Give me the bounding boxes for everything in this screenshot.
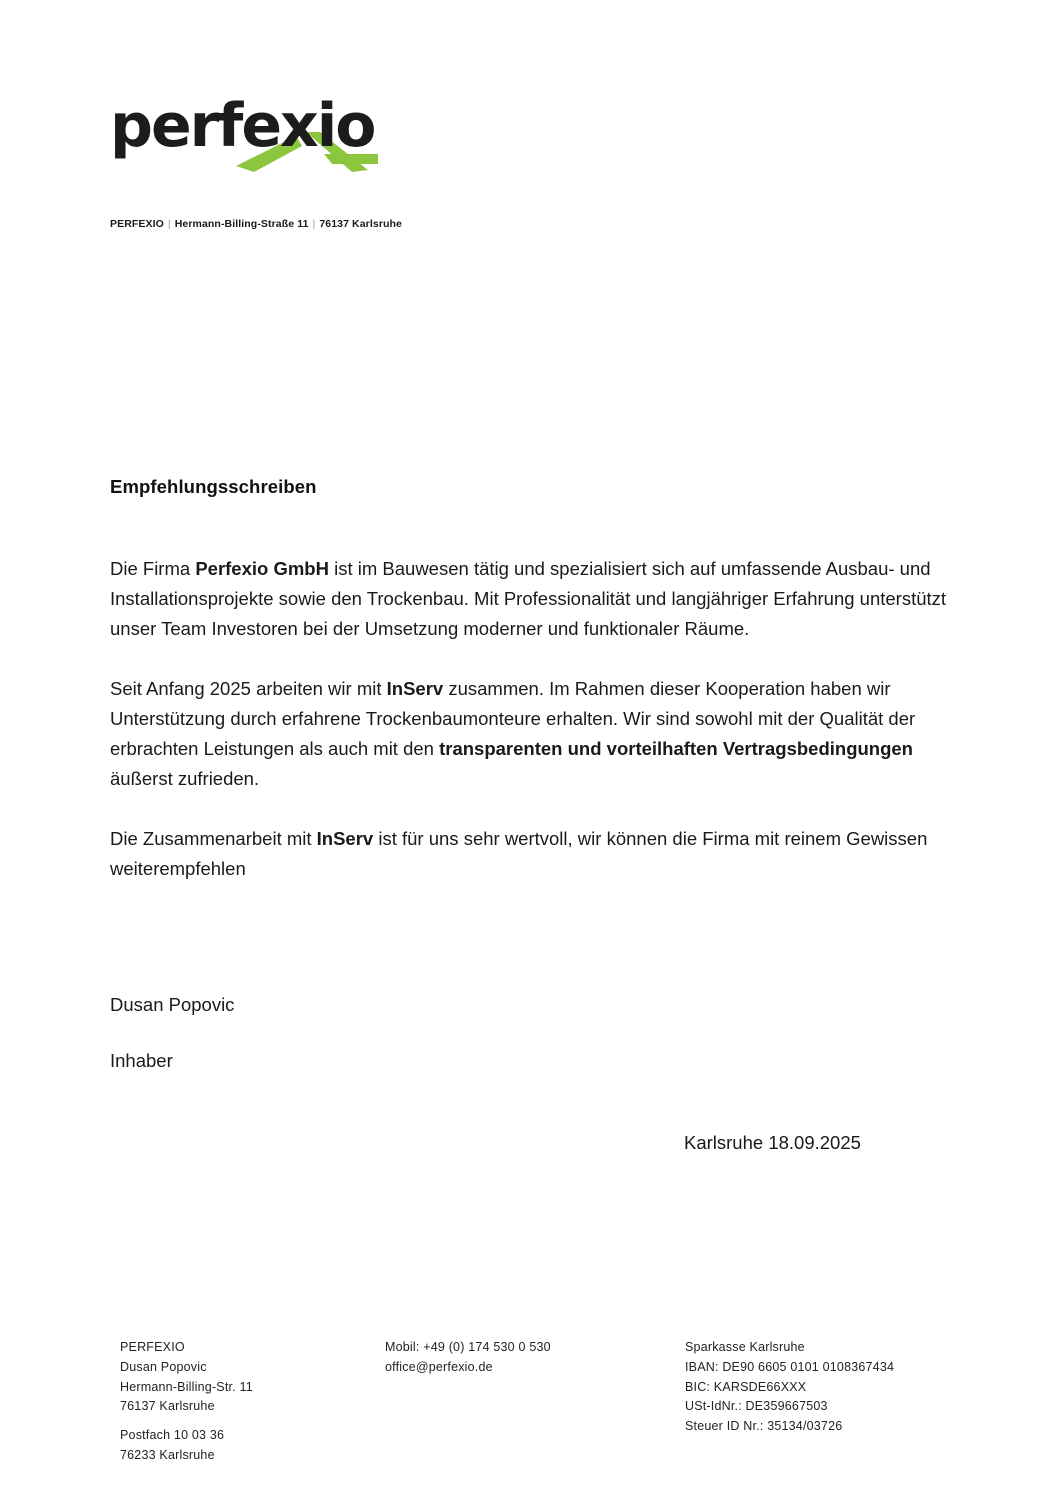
- footer-tax-id: Steuer ID Nr.: 35134/03726: [685, 1419, 843, 1433]
- sender-street: Hermann-Billing-Straße 11: [174, 218, 309, 230]
- paragraph-1-text-1: Die Firma: [110, 558, 196, 579]
- paragraph-2-bold-2: transparenten und vorteilhaften Vertragsbedingungen: [439, 737, 913, 759]
- signature-name: Dusan Popovic: [110, 993, 235, 1015]
- sender-separator-1: |: [167, 218, 171, 230]
- paragraph-3-bold-1: InServ: [316, 827, 374, 849]
- paragraph-1-bold-1: Perfexio GmbH: [195, 558, 329, 579]
- paragraph-2-bold-1: InServ: [386, 677, 444, 699]
- footer-owner: Dusan Popovic: [120, 1359, 207, 1374]
- footer-column-address: [120, 1338, 253, 1466]
- paragraph-1: [110, 554, 948, 644]
- sender-company: PERFEXIO: [110, 218, 164, 230]
- logo-text-after-x: io: [316, 91, 375, 161]
- footer-iban: IBAN: DE90 6605 0101 0108367434: [685, 1359, 895, 1374]
- paragraph-2-text-2: zusammen. Im Rahmen dieser Kooperation haben wir Unterstützung durch erfahrene Trockenbaumonteure erhalten. Wir sind sowohl mit der Qualität der erbrachten Leistungen als auch mit den: [110, 677, 916, 759]
- page-title: Empfehlungsschreiben: [110, 476, 317, 497]
- footer-street: Hermann-Billing-Str. 11: [120, 1379, 253, 1394]
- footer-column-contact: [385, 1338, 551, 1378]
- letter-body: [110, 476, 948, 1072]
- footer-bank-name: Sparkasse Karlsruhe: [685, 1340, 805, 1354]
- paragraph-2: [110, 674, 948, 794]
- paragraph-2-text-3: äußerst zufrieden.: [110, 767, 260, 789]
- paragraph-3-text-2: ist für uns sehr wertvoll, wir können die Firma mit reinem Gewissen weiterempfehlen: [110, 827, 928, 879]
- footer-bic: BIC: KARSDE66XXX: [685, 1379, 807, 1394]
- sender-city: 76137 Karlsruhe: [319, 218, 402, 230]
- footer-company: PERFEXIO: [120, 1340, 185, 1354]
- footer-vat-id: USt-IdNr.: DE359667503: [685, 1399, 828, 1414]
- footer-phone: Mobil: +49 (0) 174 530 0 530: [385, 1340, 551, 1354]
- footer-postbox: Postfach 10 03 36: [120, 1428, 225, 1442]
- footer-column-bank: [685, 1338, 894, 1437]
- sender-separator-2: |: [312, 218, 316, 230]
- paragraph-2-text-1: Seit Anfang 2025 arbeiten wir mit: [110, 677, 387, 699]
- paragraph-1-text-2: ist im Bauwesen tätig und spezialisiert sich auf umfassende Ausbau- und Installationsprojekte sowie den Trockenbau. Mit Professionalität und langjähriger Erfahrung unterstützt unser Team Investoren bei der Umsetzung moderner und funktionaler Räume.: [110, 558, 947, 639]
- paragraph-3: [110, 824, 948, 884]
- signature-role: Inhaber: [110, 1049, 173, 1071]
- footer-postbox-city: 76233 Karlsruhe: [120, 1447, 215, 1462]
- footer-spacer: [120, 1417, 253, 1426]
- page-footer: [0, 1330, 1058, 1460]
- footer-city: 76137 Karlsruhe: [120, 1399, 215, 1414]
- logo-letter-x: x: [280, 91, 317, 161]
- footer-email[interactable]: office@perfexio.de: [385, 1359, 493, 1374]
- logo-text-before-x: perfe: [110, 91, 281, 161]
- paragraph-3-text-1: Die Zusammenarbeit mit: [110, 827, 317, 849]
- sender-address-line: [110, 218, 402, 230]
- logo-wordmark: [110, 91, 410, 161]
- place-and-date: Karlsruhe 18.09.2025: [684, 1132, 861, 1153]
- company-logo: [110, 91, 410, 174]
